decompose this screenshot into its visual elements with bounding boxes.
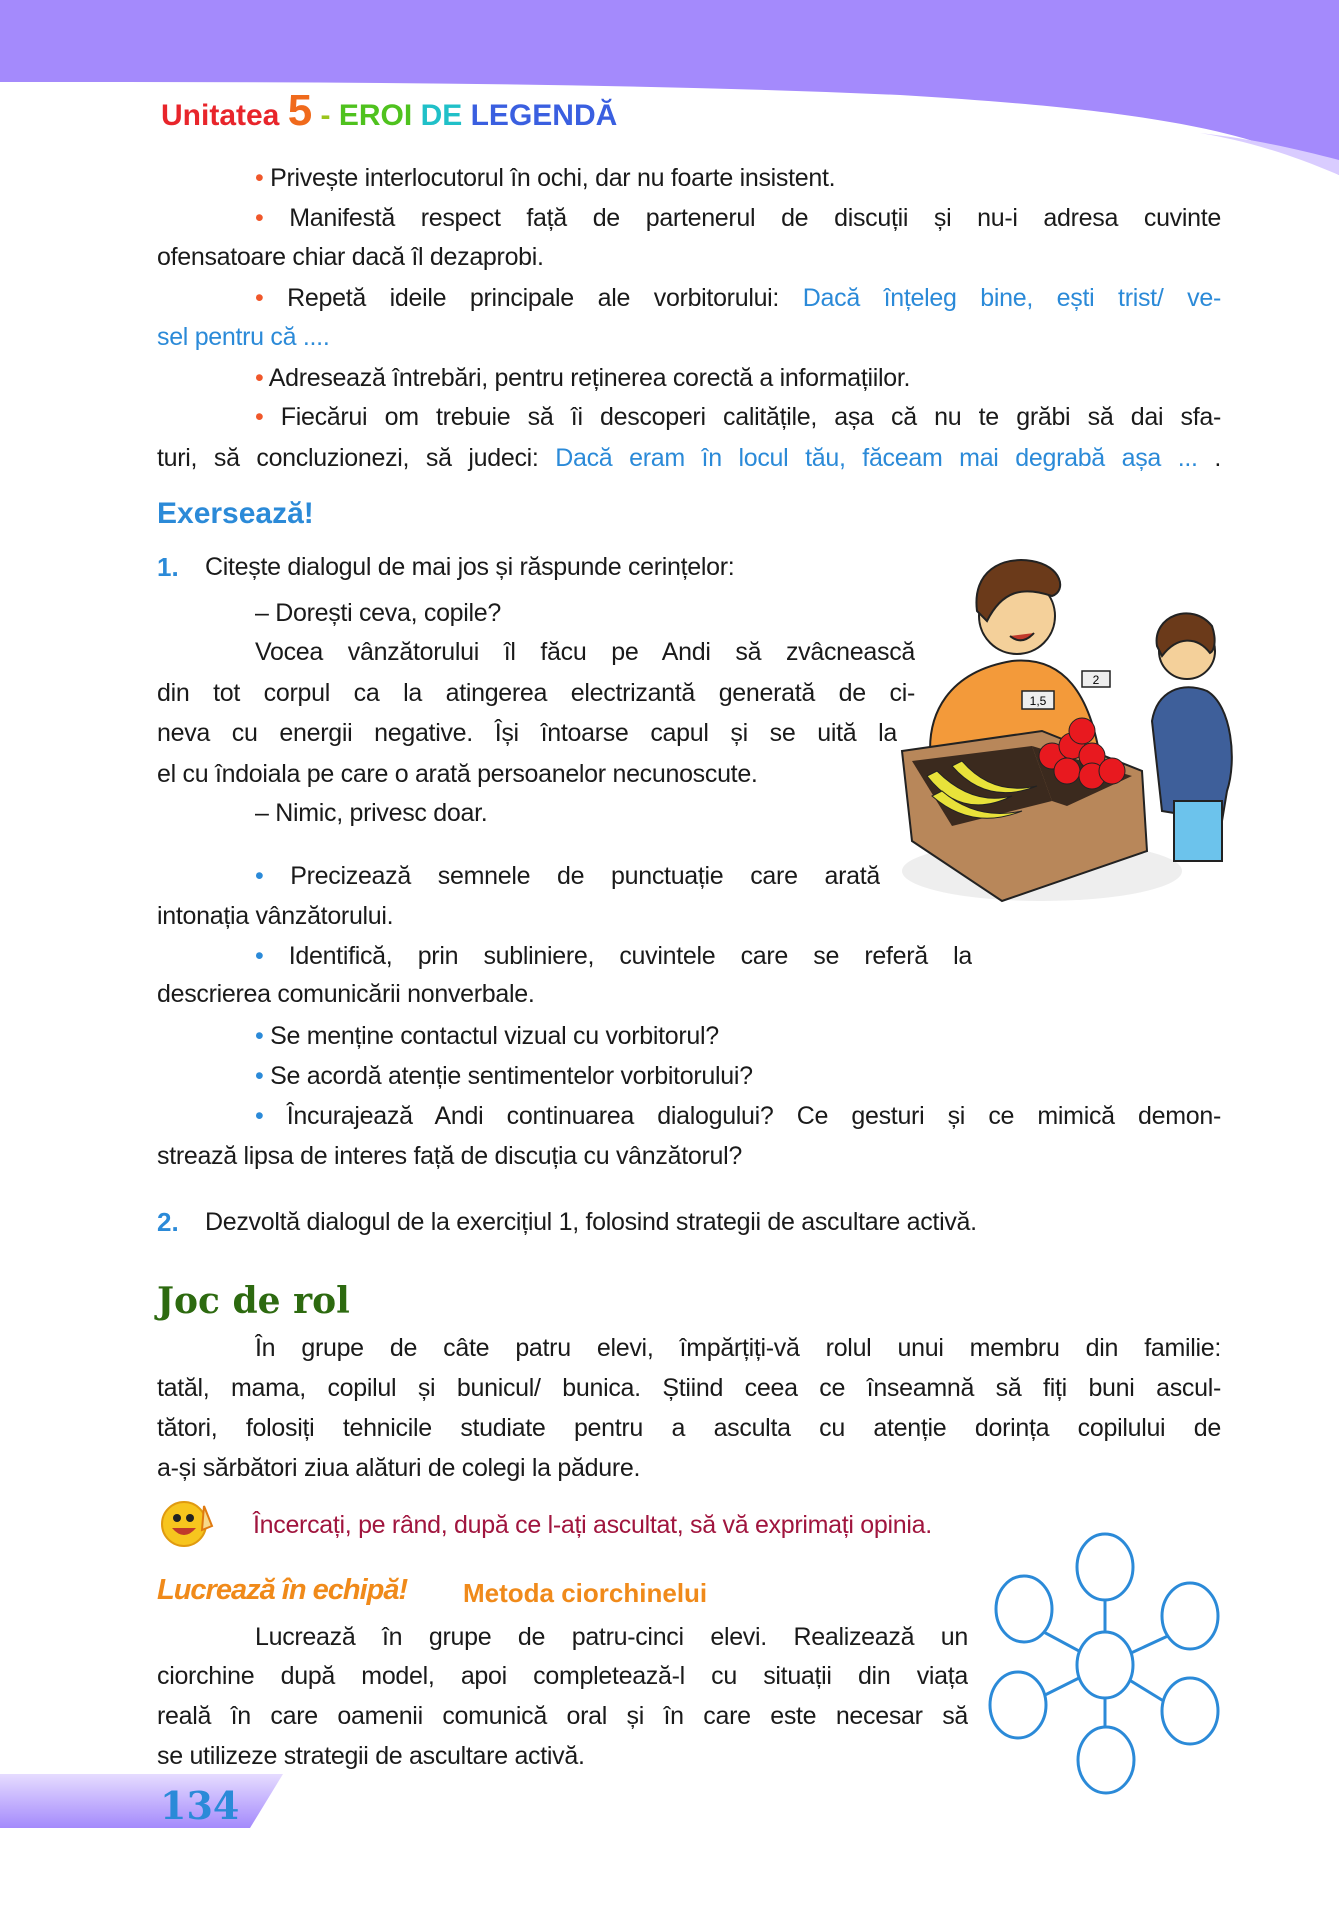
- unit-header: [161, 86, 617, 136]
- cluster-node: [1077, 1534, 1133, 1600]
- teamwork-heading: Lucrează în echipă!: [157, 1574, 408, 1606]
- cluster-center-node: [1077, 1632, 1133, 1698]
- teamwork-line: Lucrează în grupe de patru-cinci elevi. Realizează un: [255, 1623, 968, 1651]
- method-title: Metoda ciorchinelui: [463, 1578, 708, 1608]
- title-word-3: LEGENDĂ: [470, 99, 618, 132]
- role-play-line: tători, folosiți tehnicile studiate pentru a asculta cu atenție dorința copilului de: [157, 1414, 1221, 1442]
- task-2-cont: descrierea comunicării nonverbale.: [157, 980, 535, 1008]
- tip-5-cont: [157, 438, 1221, 478]
- task-text: Precizează semnele de punctuație care arată: [290, 862, 880, 890]
- title-word-2: DE: [420, 99, 463, 132]
- bullet-icon: •: [255, 1102, 287, 1130]
- dialog-line: neva cu energii negative. Își întoarse capul și se uită la: [157, 719, 897, 747]
- bullet-icon: •: [255, 284, 288, 312]
- market-illustration: [892, 541, 1252, 921]
- cluster-diagram: [980, 1525, 1240, 1805]
- task-text: Se menține contactul vizual cu vorbitorul?: [270, 1022, 719, 1050]
- unit-number: 5: [287, 86, 313, 135]
- tip-3-cont: sel pentru că ....: [157, 323, 330, 351]
- task-text: Încurajează Andi continuarea dialogului? Ce gesturi și ce mimică demon-: [286, 1102, 1221, 1130]
- role-play-line: a-și sărbători ziua alături de colegi la pădure.: [157, 1454, 641, 1482]
- page-number-band: [0, 1774, 290, 1828]
- tip-text: Manifestă respect față de partenerul de discuții și nu-i adresa cuvinte: [289, 204, 1221, 232]
- price-tag-text: 2: [1092, 673, 1100, 687]
- teamwork-line: se utilizeze strategii de ascultare activă.: [157, 1742, 585, 1770]
- unit-separator: -: [320, 99, 331, 132]
- bullet-icon: •: [255, 204, 290, 232]
- task-4: [255, 1056, 753, 1096]
- tip-2-cont: ofensatoare chiar dacă îl dezaprobi.: [157, 243, 544, 271]
- cluster-node: [1078, 1727, 1134, 1793]
- task-text: Identifică, prin subliniere, cuvintele care se referă la: [288, 942, 972, 970]
- tip-2: [255, 198, 1221, 238]
- cluster-node: [996, 1576, 1052, 1642]
- tip-example: Dacă eram în locul tău, făceam mai degrabă așa ...: [555, 444, 1198, 472]
- role-play-line: În grupe de câte patru elevi, împărțiți-vă rolul unui membru din familie:: [255, 1334, 1221, 1362]
- tip-text: turi, să concluzionezi, să judeci:: [157, 444, 556, 472]
- title-word-1: EROI: [338, 99, 413, 132]
- task-1: [255, 856, 880, 896]
- role-play-line: tatăl, mama, copilul și bunicul/ bunica. Știind ceea ce înseamnă să fiți buni ascul-: [157, 1374, 1221, 1402]
- task-1-cont: intonația vânzătorului.: [157, 902, 394, 930]
- exercise-2-text: Dezvoltă dialogul de la exercițiul 1, folosind strategii de ascultare activă.: [205, 1208, 977, 1236]
- task-3: [255, 1016, 719, 1056]
- exercise-2-number: 2.: [157, 1207, 179, 1237]
- tip-5: [255, 397, 1221, 437]
- tip-text: Privește interlocutorul în ochi, dar nu foarte insistent.: [270, 164, 836, 192]
- tip-text: Fiecărui om trebuie să îi descoperi calitățile, așa că nu te grăbi să dai sfa-: [280, 403, 1221, 431]
- bullet-icon: •: [255, 164, 271, 192]
- bullet-icon: •: [255, 1062, 271, 1090]
- exercise-1-number: 1.: [157, 552, 179, 582]
- bullet-icon: •: [255, 942, 289, 970]
- exercise-1-prompt: Citește dialogul de mai jos și răspunde cerințelor:: [205, 553, 735, 581]
- role-play-heading: Joc de rol: [157, 1280, 350, 1322]
- bullet-icon: •: [255, 862, 291, 890]
- tip-1: [255, 158, 835, 198]
- cluster-node: [1162, 1678, 1218, 1744]
- tip-example: Dacă înțeleg bine, ești trist/ ve-: [802, 284, 1221, 312]
- dialog-line: Vocea vânzătorului îl făcu pe Andi să zvâcnească: [255, 638, 915, 666]
- task-2: [255, 936, 972, 976]
- teamwork-line: reală în care oamenii comunică oral și în care este necesar să: [157, 1702, 968, 1730]
- dialog-line: el cu îndoiala pe care o arată persoanelor necunoscute.: [157, 760, 758, 788]
- teamwork-line: ciorchine după model, apoi completează-l cu situații din viața: [157, 1662, 968, 1690]
- cluster-node: [1162, 1583, 1218, 1649]
- unit-word: Unitatea: [161, 99, 280, 132]
- page-number: 134: [160, 1783, 240, 1828]
- bullet-icon: •: [255, 364, 269, 392]
- tip-text: Repetă ideile principale ale vorbitorului:: [287, 284, 803, 312]
- cluster-node: [990, 1672, 1046, 1738]
- bullet-icon: •: [255, 1022, 271, 1050]
- tip-end: .: [1197, 444, 1221, 472]
- price-tag-text: 1,5: [1029, 694, 1047, 708]
- tip-3: [255, 278, 1221, 318]
- dialog-line: – Dorești ceva, copile?: [255, 599, 502, 627]
- dialog-line: din tot corpul ca la atingerea electrizantă generată de ci-: [157, 679, 915, 707]
- bullet-icon: •: [255, 403, 281, 431]
- tip-4: [255, 358, 910, 398]
- task-5-cont: strează lipsa de interes față de discuția cu vânzătorul?: [157, 1142, 742, 1170]
- task-5: [255, 1096, 1221, 1136]
- role-play-tip: Încercați, pe rând, după ce l-ați ascultat, să vă exprimați opinia.: [253, 1511, 932, 1539]
- smiley-icon: [158, 1496, 224, 1548]
- dialog-line: – Nimic, privesc doar.: [255, 799, 488, 827]
- exercise-heading: Exersează!: [157, 497, 314, 530]
- task-text: Se acordă atenție sentimentelor vorbitorului?: [270, 1062, 753, 1090]
- tip-text: Adresează întrebări, pentru reținerea corectă a informațiilor.: [268, 364, 911, 392]
